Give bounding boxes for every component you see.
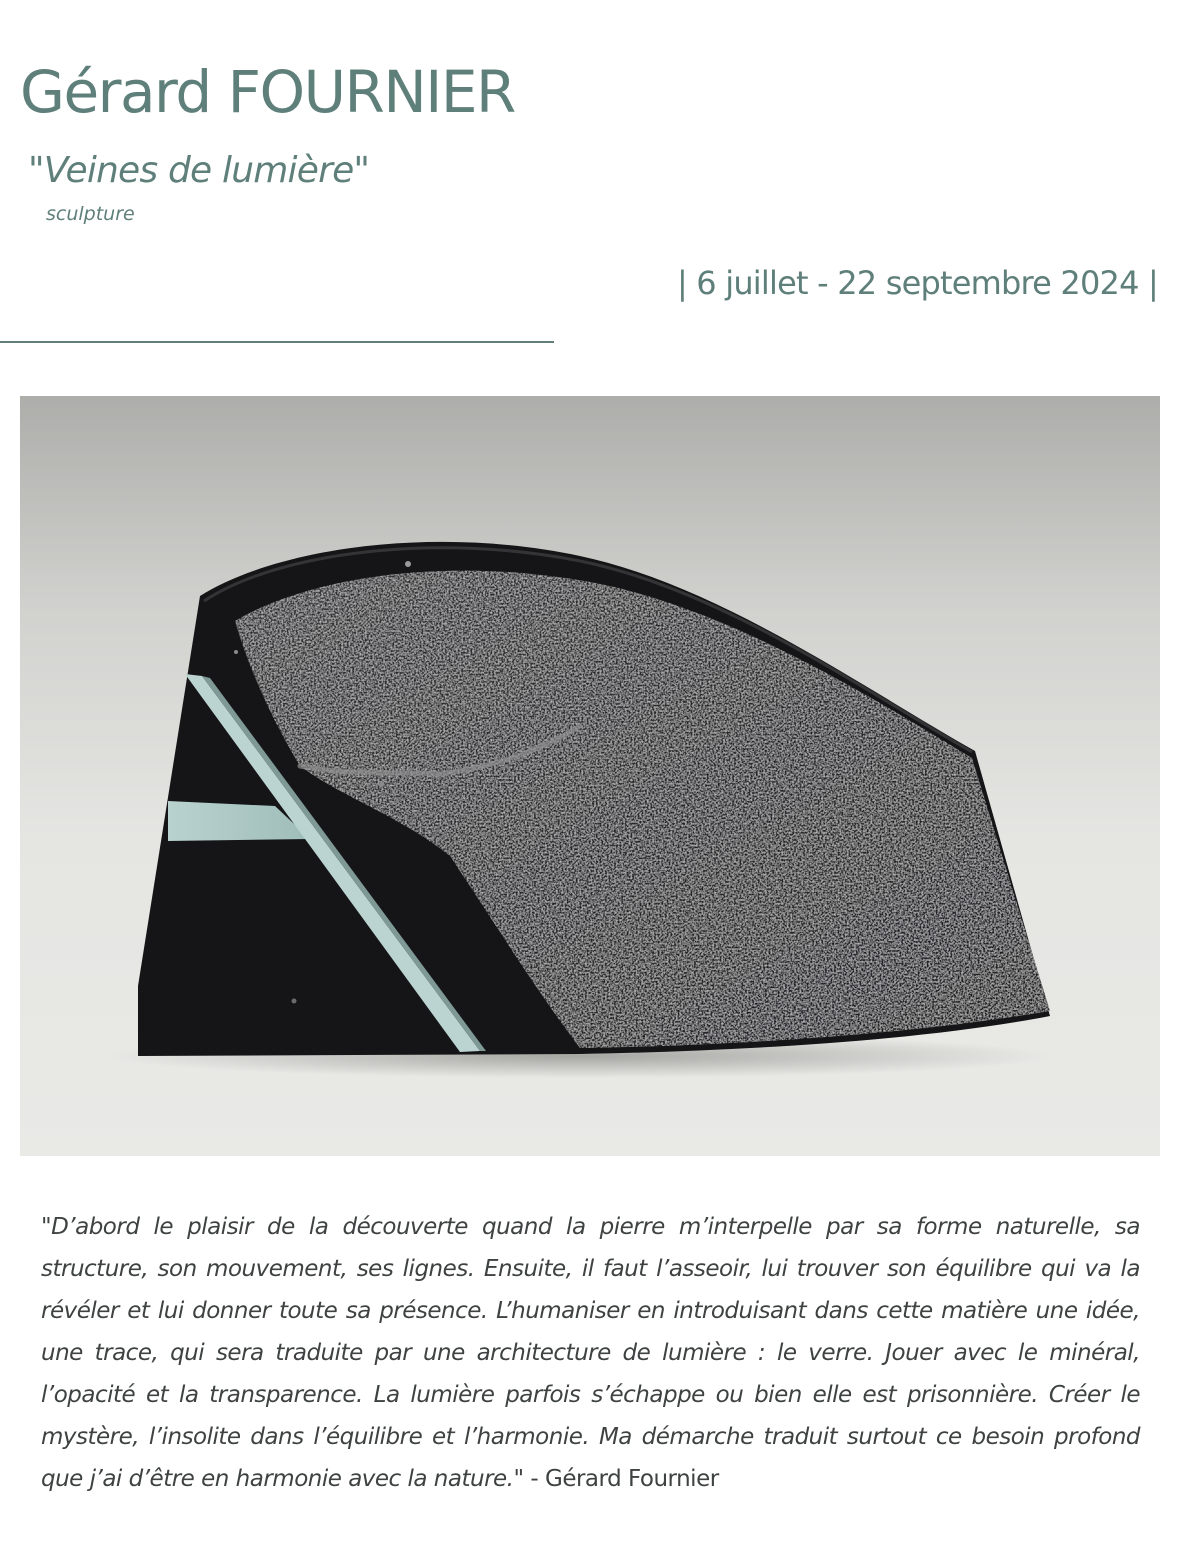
exhibition-dates: | 6 juillet - 22 septembre 2024 |: [676, 264, 1158, 302]
quote-text: "D’abord le plaisir de la découverte quand la pierre m’interpelle par sa forme naturelle, sa structure, son mouvement, ses lignes. Ensuite, il faut l’asseoir, lui trouver son équilibre qui va la révéler et lui donner toute sa présence. L’humaniser en introduisant dans cette matière une idée, une trace, qui sera traduite par une architecture de lumière : le verre. Jouer avec le minéral, l’opacité et la transparence. La lumière parfois s’échappe ou bien elle est prisonnière. Créer le mystère, l’insolite dans l’équilibre et l’harmonie. Ma démarche traduit surtout ce besoin profond que j’ai d’être en harmonie avec la nature.": [41, 1214, 1140, 1492]
artist-name: Gérard FOURNIER: [20, 58, 515, 126]
artwork-photo: [20, 396, 1160, 1156]
bubble: [380, 782, 385, 787]
exhibition-type: sculpture: [46, 203, 135, 225]
bubble: [405, 561, 411, 567]
exhibition-title: "Veines de lumière": [28, 150, 370, 191]
bubble: [234, 650, 238, 654]
artist-quote: [41, 1206, 1140, 1500]
header-divider: [0, 341, 554, 343]
bubble: [292, 999, 297, 1004]
quote-author: - Gérard Fournier: [523, 1466, 719, 1492]
